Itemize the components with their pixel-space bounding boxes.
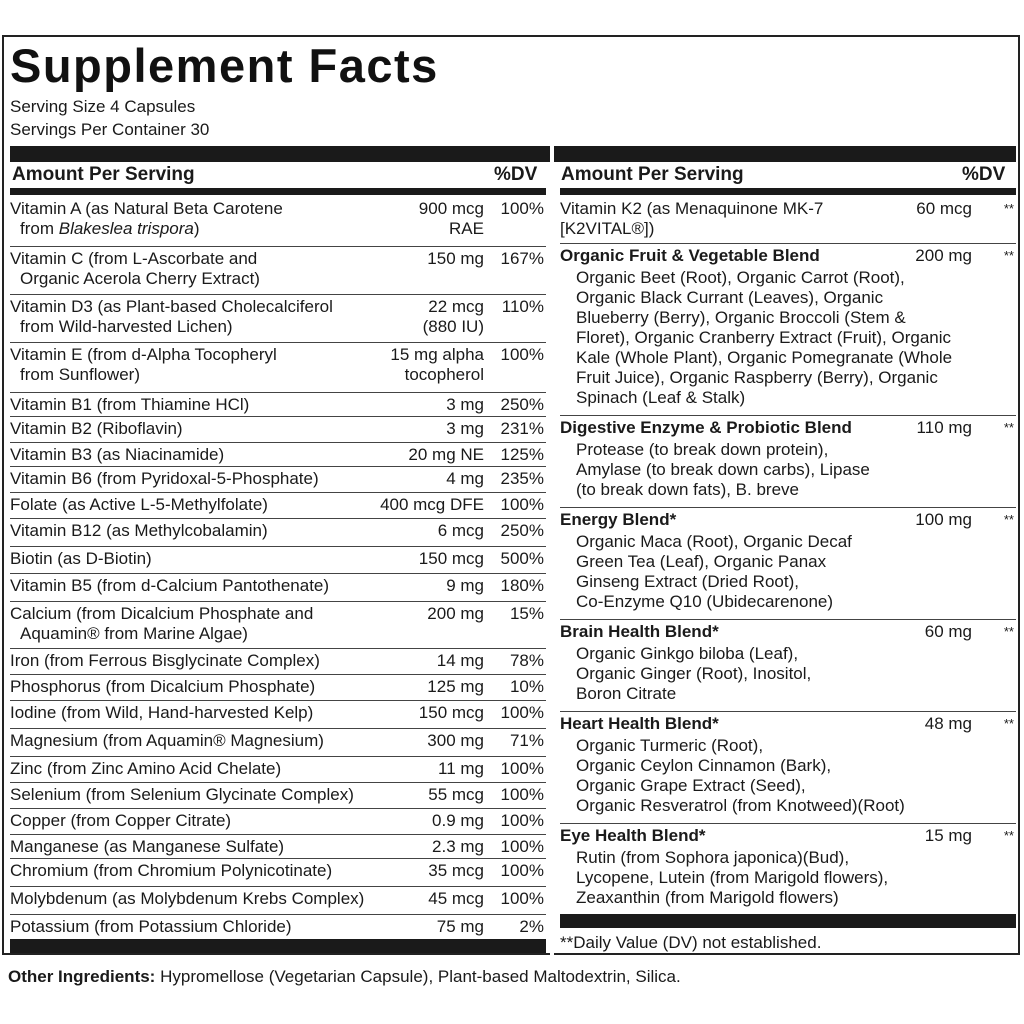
right-header-dv: %DV <box>962 164 1006 185</box>
nutrient-amount <box>314 469 484 489</box>
nutrient-amount-line: 20 mg NE <box>408 445 484 464</box>
nutrient-amount-line: 35 mcg <box>428 861 484 880</box>
nutrient-amount <box>314 521 484 541</box>
nutrient-row <box>10 782 546 808</box>
blend-ingredients <box>576 644 986 704</box>
blend-ingredient-line: Lycopene, Lutein (from Marigold flowers), <box>576 868 889 887</box>
right-bottom-divider <box>560 914 1016 928</box>
nutrient-row <box>10 442 546 466</box>
nutrient-dv: 100% <box>500 759 544 778</box>
nutrient-source-text: from <box>20 219 59 238</box>
other-ingredients <box>8 966 681 988</box>
nutrient-amount <box>314 889 484 909</box>
blend-dv: ** <box>1003 512 1014 527</box>
blend-ingredient-line: Organic Beet (Root), Organic Carrot (Root), <box>576 268 905 287</box>
nutrient-amount-line: 11 mg <box>438 759 484 778</box>
blend-ingredient-line: Organic Black Currant (Leaves), Organic <box>576 288 884 307</box>
nutrient-amount <box>314 549 484 569</box>
nutrient-amount <box>314 395 484 415</box>
blend-name <box>560 714 900 734</box>
nutrient-amount-line: 125 mg <box>427 677 484 696</box>
nutrient-source-text: Organic Acerola Cherry Extract) <box>20 269 260 288</box>
nutrient-name-line: Potassium (from Potassium Chloride) <box>10 917 292 936</box>
blend-dv: ** <box>1003 420 1014 435</box>
nutrient-source-italic: Blakeslea trispora <box>58 219 194 238</box>
blend-ingredient-line: Organic Grape Extract (Seed), <box>576 776 806 795</box>
nutrient-name-line: Zinc (from Zinc Amino Acid Chelate) <box>10 759 282 778</box>
nutrient-amount <box>314 604 484 624</box>
blend-ingredient-line: Green Tea (Leaf), Organic Panax <box>576 552 827 571</box>
nutrient-amount <box>314 861 484 881</box>
serving-size: Serving Size 4 Capsules <box>10 97 196 116</box>
nutrient-row <box>10 756 546 782</box>
nutrient-amount <box>314 703 484 723</box>
nutrient-dv: 100% <box>500 495 544 514</box>
blend-row <box>560 711 1016 823</box>
nutrient-amount-line: 300 mg <box>427 731 484 750</box>
blend-ingredient-line: Fruit Juice), Organic Raspberry (Berry), Organic <box>576 368 938 387</box>
nutrient-amount <box>314 651 484 671</box>
blend-ingredient-line: Kale (Whole Plant), Organic Pomegranate (Whole <box>576 348 953 367</box>
blend-ingredients <box>576 268 986 408</box>
nutrient-amount-unit: RAE <box>449 219 484 238</box>
nutrient-dv: 100% <box>500 199 544 218</box>
left-header-divider <box>10 188 546 195</box>
nutrient-source-text: from Sunflower) <box>20 365 140 384</box>
blend-ingredient-line: Spinach (Leaf & Stalk) <box>576 388 746 407</box>
nutrient-name-line: Vitamin B2 (Riboflavin) <box>10 419 183 438</box>
nutrient-name-line: Vitamin B1 (from Thiamine HCl) <box>10 395 250 414</box>
other-ingredients-text: Hypromellose (Vegetarian Capsule), Plant-based Maltodextrin, Silica. <box>155 967 681 986</box>
nutrient-amount-line: 22 mcg <box>428 297 484 316</box>
nutrient-amount-line: 3 mg <box>446 419 484 438</box>
blend-amount: 48 mg <box>924 714 972 733</box>
nutrient-amount-line: 200 mg <box>427 604 484 623</box>
nutrient-row <box>10 914 546 939</box>
nutrient-name-line: Phosphorus (from Dicalcium Phosphate) <box>10 677 316 696</box>
nutrient-source-text: Aquamin® from Marine Algae) <box>20 624 248 643</box>
blend-name <box>560 199 900 239</box>
blend-ingredients <box>576 440 986 500</box>
nutrient-amount-line: 150 mg <box>427 249 484 268</box>
nutrient-name-line: Vitamin B6 (from Pyridoxal-5-Phosphate) <box>10 469 319 488</box>
nutrient-row <box>10 492 546 518</box>
nutrient-dv: 250% <box>500 521 544 540</box>
blend-ingredient-line: Organic Maca (Root), Organic Decaf <box>576 532 852 551</box>
blend-name-line: Heart Health Blend* <box>560 714 719 733</box>
blend-name-line: Digestive Enzyme & Probiotic Blend <box>560 418 852 437</box>
nutrient-dv: 180% <box>500 576 544 595</box>
nutrient-row <box>10 466 546 492</box>
blend-dv: ** <box>1003 201 1014 216</box>
nutrient-amount <box>314 445 484 465</box>
blend-dv: ** <box>1003 624 1014 639</box>
blend-name <box>560 418 900 438</box>
blend-dv: ** <box>1003 828 1014 843</box>
nutrient-dv: 110% <box>501 297 544 316</box>
nutrient-amount-line: 0.9 mg <box>432 811 484 830</box>
nutrient-row <box>10 416 546 442</box>
nutrient-name-line: Iron (from Ferrous Bisglycinate Complex) <box>10 651 320 670</box>
nutrient-name-line: Magnesium (from Aquamin® Magnesium) <box>10 731 324 750</box>
nutrient-dv: 100% <box>500 345 544 364</box>
nutrient-amount <box>314 576 484 596</box>
nutrient-name-line: Biotin (as D-Biotin) <box>10 549 152 568</box>
blend-name-line: Brain Health Blend* <box>560 622 719 641</box>
nutrient-amount <box>314 345 484 385</box>
nutrient-dv: 10% <box>509 677 544 696</box>
right-header-label: Amount Per Serving <box>561 164 744 185</box>
nutrient-dv: 250% <box>500 395 544 414</box>
blend-name-line: Energy Blend* <box>560 510 677 529</box>
nutrient-amount-line: 45 mcg <box>428 889 484 908</box>
nutrient-row <box>10 700 546 728</box>
nutrient-amount <box>314 759 484 779</box>
nutrient-row <box>10 728 546 756</box>
nutrient-amount-line: 150 mcg <box>418 703 484 722</box>
nutrient-amount-unit: tocopherol <box>404 365 484 384</box>
nutrient-row <box>10 197 546 246</box>
nutrient-dv: 78% <box>509 651 544 670</box>
nutrient-name-line: Folate (as Active L-5-Methylfolate) <box>10 495 268 514</box>
nutrient-source-text: from Wild-harvested Lichen) <box>20 317 233 336</box>
nutrient-dv: 100% <box>500 811 544 830</box>
blend-ingredient-line: Organic Ginkgo biloba (Leaf), <box>576 644 799 663</box>
nutrient-source-text: ) <box>193 219 200 238</box>
blend-amount: 200 mg <box>915 246 972 265</box>
blend-name-line: [K2VITAL®]) <box>560 219 655 238</box>
blend-row <box>560 823 1016 911</box>
blend-ingredients <box>576 532 986 612</box>
nutrient-name-line: Chromium (from Chromium Polynicotinate) <box>10 861 333 880</box>
top-thick-divider <box>10 146 1016 162</box>
nutrient-amount <box>314 785 484 805</box>
nutrient-row <box>10 546 546 573</box>
nutrient-dv: 100% <box>500 889 544 908</box>
nutrient-amount-line: 400 mcg DFE <box>380 495 484 514</box>
servings-per-container: Servings Per Container 30 <box>10 120 210 139</box>
nutrient-source-line <box>10 624 370 644</box>
nutrient-amount <box>314 199 484 239</box>
blend-name-line: Vitamin K2 (as Menaquinone MK-7 <box>560 199 824 218</box>
nutrient-amount-line: 3 mg <box>446 395 484 414</box>
nutrient-dv: 235% <box>500 469 544 488</box>
nutrient-dv: 125% <box>500 445 544 464</box>
nutrient-row <box>10 601 546 648</box>
nutrient-dv: 2% <box>519 917 544 936</box>
nutrient-amount-line: 900 mcg <box>418 199 484 218</box>
nutrient-name-line: Vitamin B3 (as Niacinamide) <box>10 445 225 464</box>
page-title: Supplement Facts <box>10 39 439 92</box>
blend-ingredient-line: Zeaxanthin (from Marigold flowers) <box>576 888 839 907</box>
nutrient-dv: 100% <box>500 837 544 856</box>
nutrient-amount <box>314 677 484 697</box>
left-header-dv: %DV <box>494 164 538 185</box>
nutrient-row <box>10 294 546 342</box>
blend-ingredient-line: (to break down fats), B. breve <box>576 480 799 499</box>
blend-amount: 60 mg <box>924 622 972 641</box>
nutrient-row <box>10 392 546 416</box>
nutrient-amount-line: 6 mcg <box>437 521 484 540</box>
nutrient-amount-unit: (880 IU) <box>422 317 484 336</box>
nutrient-amount <box>314 249 484 269</box>
blend-ingredient-line: Organic Ginger (Root), Inositol, <box>576 664 812 683</box>
nutrient-row <box>10 674 546 700</box>
blend-ingredient-line: Co-Enzyme Q10 (Ubidecarenone) <box>576 592 834 611</box>
blend-ingredient-line: Amylase (to break down carbs), Lipase <box>576 460 870 479</box>
right-header-divider <box>560 188 1016 195</box>
blend-ingredient-line: Organic Ceylon Cinnamon (Bark), <box>576 756 832 775</box>
nutrient-amount <box>314 495 484 515</box>
blend-ingredient-line: Blueberry (Berry), Organic Broccoli (Stem & <box>576 308 906 327</box>
blend-ingredient-line: Rutin (from Sophora japonica)(Bud), <box>576 848 850 867</box>
blend-ingredient-line: Boron Citrate <box>576 684 677 703</box>
nutrient-amount <box>314 917 484 937</box>
blend-row <box>560 415 1016 507</box>
nutrient-amount-line: 4 mg <box>446 469 484 488</box>
nutrient-name-line: Iodine (from Wild, Hand-harvested Kelp) <box>10 703 314 722</box>
blend-row <box>560 507 1016 619</box>
nutrient-amount-line: 14 mg <box>436 651 484 670</box>
blend-ingredient-line: Protease (to break down protein), <box>576 440 829 459</box>
blend-row <box>560 619 1016 711</box>
nutrient-amount-line: 150 mcg <box>418 549 484 568</box>
blend-name <box>560 622 900 642</box>
column-gap <box>550 146 554 956</box>
blend-name-line: Organic Fruit & Vegetable Blend <box>560 246 820 265</box>
left-bottom-divider <box>10 939 546 953</box>
nutrient-name-line: Vitamin B5 (from d-Calcium Pantothenate) <box>10 576 330 595</box>
nutrient-dv: 500% <box>500 549 544 568</box>
nutrient-row <box>10 246 546 294</box>
nutrient-amount-line: 9 mg <box>446 576 484 595</box>
nutrient-name-line: Selenium (from Selenium Glycinate Complex) <box>10 785 354 804</box>
nutrient-row <box>10 834 546 858</box>
blend-ingredient-line: Floret), Organic Cranberry Extract (Fruit), Organic <box>576 328 952 347</box>
blend-row <box>560 197 1016 243</box>
nutrient-dv: 15% <box>509 604 544 623</box>
blend-ingredient-line: Ginseng Extract (Dried Root), <box>576 572 799 591</box>
nutrient-amount-line: 15 mg alpha <box>390 345 484 364</box>
nutrient-row <box>10 573 546 601</box>
nutrient-amount <box>314 731 484 751</box>
nutrient-name-line: Vitamin B12 (as Methylcobalamin) <box>10 521 268 540</box>
blend-ingredients <box>576 848 986 908</box>
nutrient-row <box>10 342 546 392</box>
nutrient-dv: 100% <box>500 861 544 880</box>
nutrient-amount <box>314 297 484 337</box>
nutrient-amount <box>314 419 484 439</box>
dv-footnote: **Daily Value (DV) not established. <box>560 933 822 952</box>
nutrient-amount-line: 75 mg <box>436 917 484 936</box>
blend-name <box>560 510 900 530</box>
blend-ingredients <box>576 736 986 816</box>
blend-amount: 100 mg <box>915 510 972 529</box>
nutrient-name-line: Copper (from Copper Citrate) <box>10 811 232 830</box>
nutrient-amount-line: 2.3 mg <box>432 837 484 856</box>
nutrient-name-line: Molybdenum (as Molybdenum Krebs Complex) <box>10 889 365 908</box>
nutrient-name-line: Manganese (as Manganese Sulfate) <box>10 837 285 856</box>
nutrient-row <box>10 886 546 914</box>
nutrient-name-line: Calcium (from Dicalcium Phosphate and <box>10 604 314 623</box>
nutrient-name-line: Vitamin A (as Natural Beta Carotene <box>10 199 283 218</box>
nutrient-amount <box>314 837 484 857</box>
blend-amount: 15 mg <box>924 826 972 845</box>
blend-ingredient-line: Organic Resveratrol (from Knotweed)(Root) <box>576 796 905 815</box>
nutrient-name-line: Vitamin E (from d-Alpha Tocopheryl <box>10 345 277 364</box>
blend-dv: ** <box>1003 716 1014 731</box>
nutrient-dv: 100% <box>500 785 544 804</box>
nutrient-row <box>10 518 546 546</box>
blend-ingredient-line: Organic Turmeric (Root), <box>576 736 764 755</box>
nutrient-name-line: Vitamin D3 (as Plant-based Cholecalciferol <box>10 297 333 316</box>
nutrient-source-line <box>10 269 370 289</box>
nutrient-row <box>10 858 546 886</box>
blend-row <box>560 243 1016 415</box>
other-ingredients-label: Other Ingredients: <box>8 967 156 986</box>
blend-amount: 110 mg <box>916 418 972 437</box>
nutrient-name-line: Vitamin C (from L-Ascorbate and <box>10 249 258 268</box>
nutrient-amount <box>314 811 484 831</box>
blend-amount: 60 mcg <box>916 199 972 218</box>
blend-name <box>560 826 900 846</box>
nutrient-dv: 231% <box>500 419 544 438</box>
nutrient-row <box>10 648 546 674</box>
blend-name-line: Eye Health Blend* <box>560 826 706 845</box>
left-header-label: Amount Per Serving <box>12 164 195 185</box>
nutrient-amount-line: 55 mcg <box>428 785 484 804</box>
nutrient-dv: 100% <box>500 703 544 722</box>
nutrient-dv: 71% <box>509 731 544 750</box>
nutrient-dv: 167% <box>500 249 544 268</box>
blend-name <box>560 246 900 266</box>
nutrient-row <box>10 808 546 834</box>
blend-dv: ** <box>1003 248 1014 263</box>
